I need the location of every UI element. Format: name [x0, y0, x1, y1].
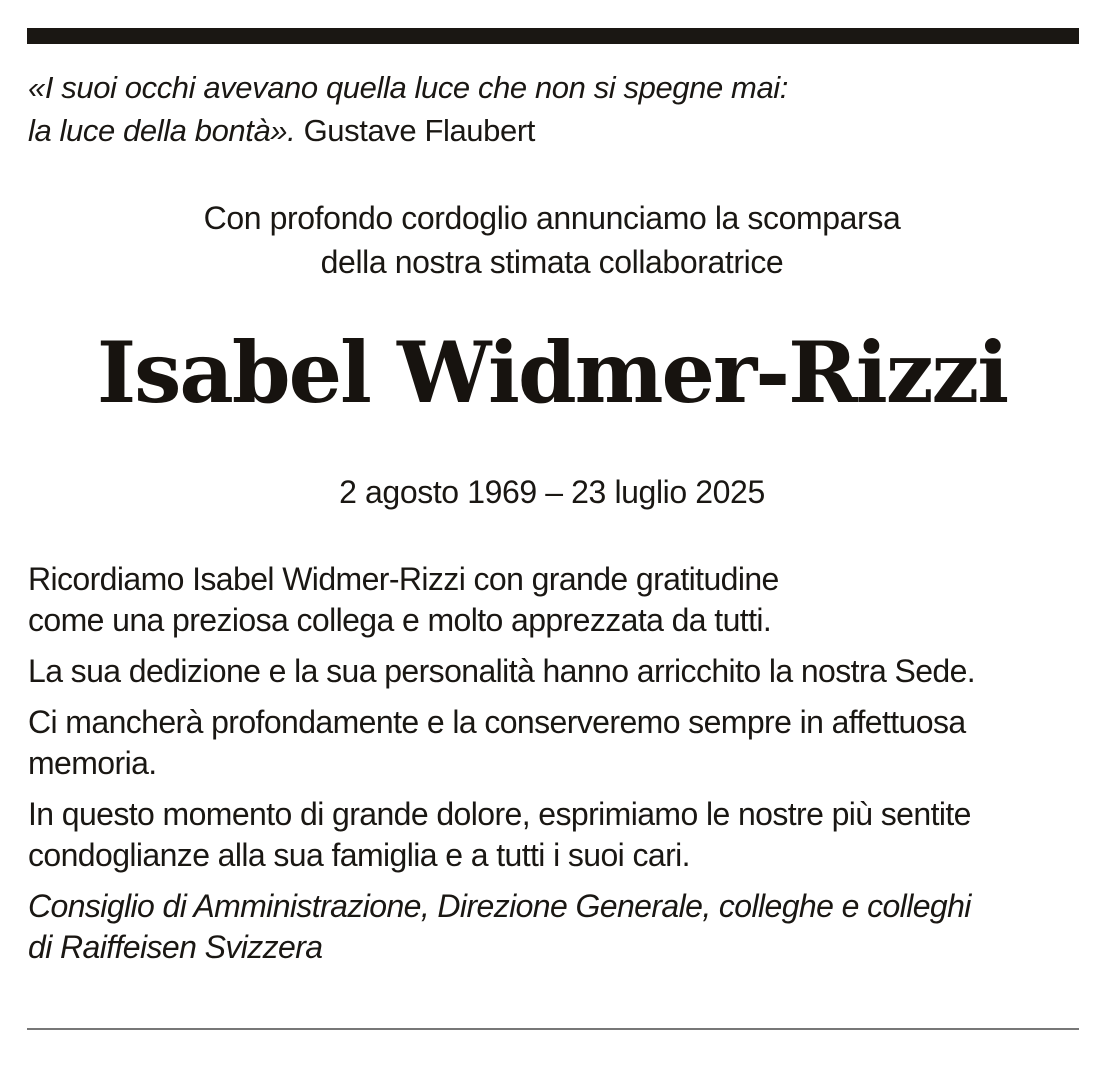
paragraph-2	[28, 651, 1088, 692]
body-text	[28, 559, 1088, 968]
paragraph-line: Ci mancherà profondamente e la conserveremo sempre in affettuosa	[28, 704, 966, 740]
bottom-rule	[27, 1028, 1079, 1030]
paragraph-line: Ricordiamo Isabel Widmer-Rizzi con grande gratitudine	[28, 561, 779, 597]
intro-line-1: Con profondo cordoglio annunciamo la scomparsa	[203, 200, 901, 236]
intro-line-2: della nostra stimata collaboratrice	[320, 244, 784, 280]
quote-line-1: «I suoi occhi avevano quella luce che non si spegne mai:	[28, 70, 788, 105]
life-dates: 2 agosto 1969 – 23 luglio 2025	[339, 474, 765, 510]
paragraph-line: condoglianze alla sua famiglia e a tutti i suoi cari.	[28, 837, 690, 873]
top-rule	[27, 28, 1079, 44]
quote-author: Gustave Flaubert	[295, 113, 535, 148]
signature	[28, 886, 1088, 968]
epigraph-quote	[28, 66, 1078, 152]
announcement-intro	[0, 196, 1104, 284]
paragraph-line: memoria.	[28, 745, 157, 781]
paragraph-3	[28, 702, 1088, 784]
paragraph-line: La sua dedizione e la sua personalità hanno arricchito la nostra Sede.	[28, 653, 976, 689]
signature-line-1: Consiglio di Amministrazione, Direzione Generale, colleghe e colleghi	[28, 888, 971, 924]
paragraph-line: come una preziosa collega e molto apprezzata da tutti.	[28, 602, 772, 638]
deceased-name: Isabel Widmer-Rizzi	[96, 323, 1008, 422]
paragraph-1	[28, 559, 1088, 641]
signature-line-2: di Raiffeisen Svizzera	[28, 929, 323, 965]
paragraph-4	[28, 794, 1088, 876]
quote-line-2	[28, 109, 1078, 152]
paragraph-line: In questo momento di grande dolore, esprimiamo le nostre più sentite	[28, 796, 971, 832]
quote-line-2-text: la luce della bontà».	[28, 113, 296, 148]
